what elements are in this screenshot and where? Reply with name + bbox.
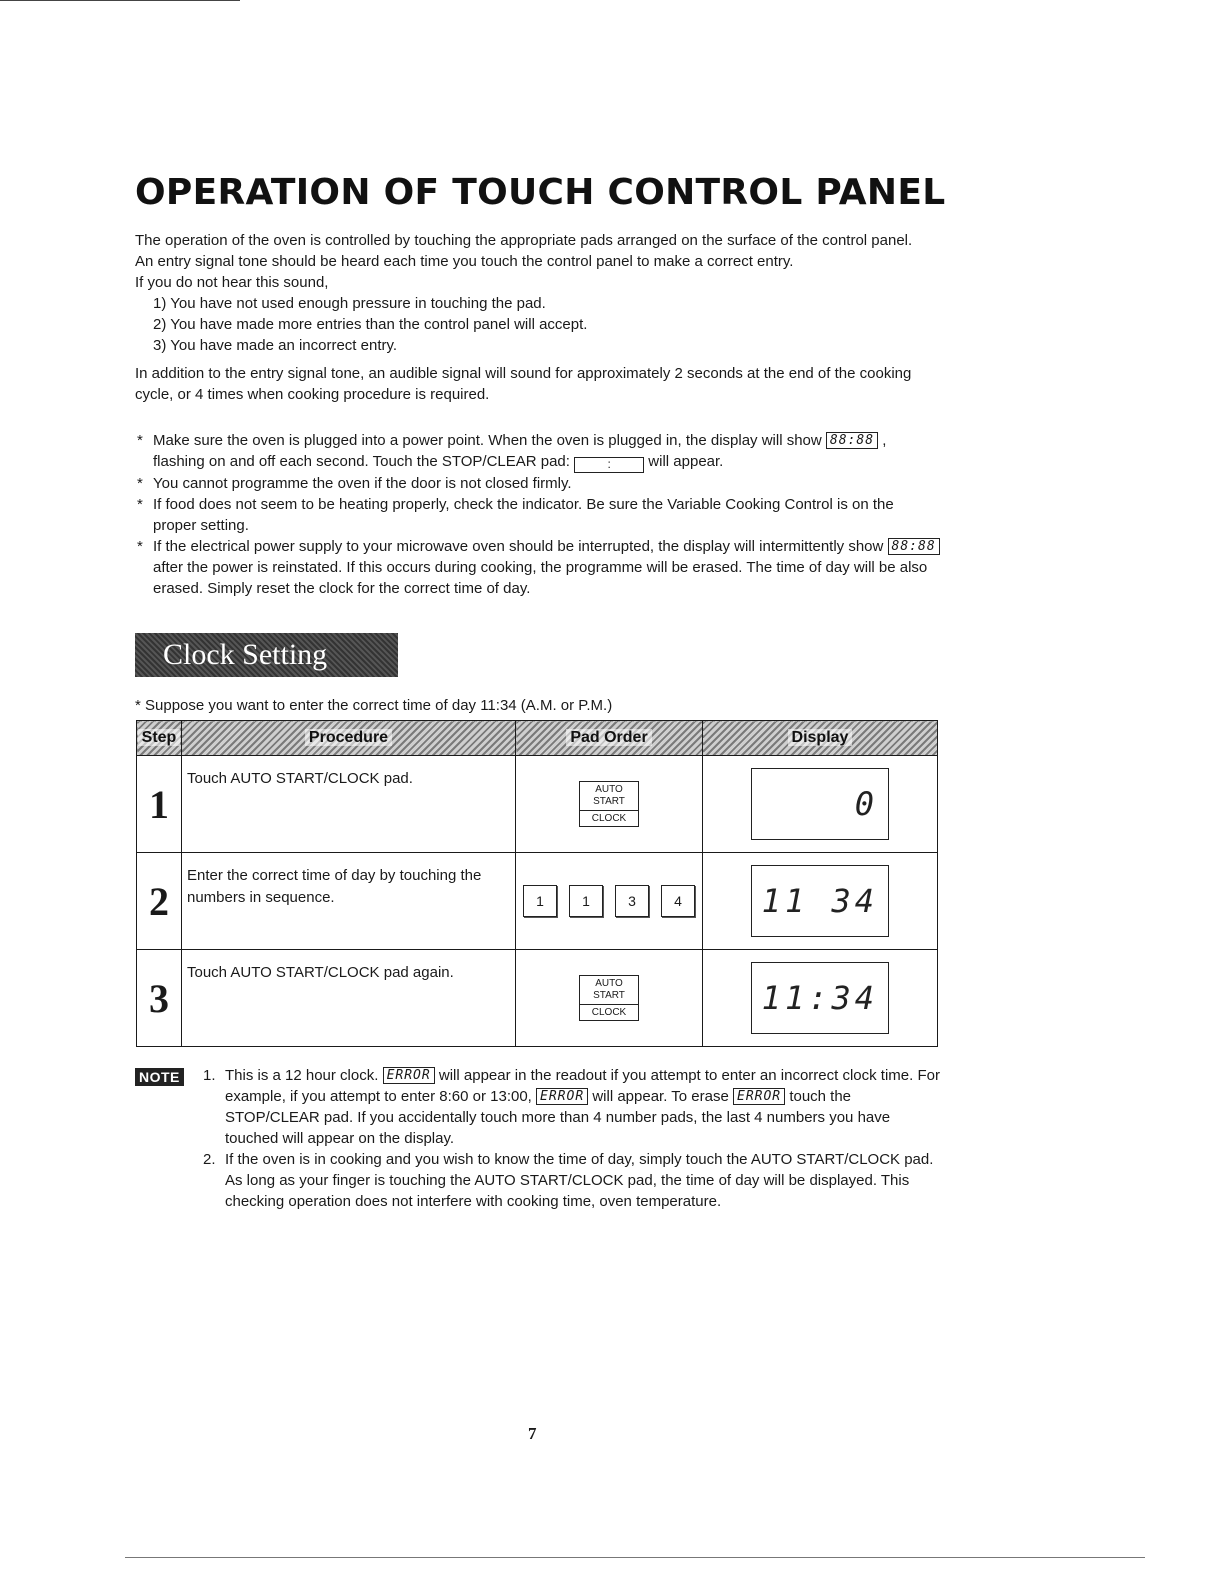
note-text: If the oven is in cooking and you wish to know the time of day, simply touch the AUTO START/CLOCK pad. As long as your finger is touching the AUTO START/CLOCK pad, the time of day will be displayed. This checking operation does not interfere with cooking time, oven temperature. — [225, 1151, 934, 1210]
blank-display-box: : — [574, 457, 644, 473]
intro-paragraph: If you do not hear this sound, — [135, 274, 329, 291]
table-row — [137, 950, 938, 1047]
procedure-text: Touch AUTO START/CLOCK pad again. — [187, 964, 454, 981]
pad-label: AUTO START — [580, 784, 638, 811]
display-cell — [703, 853, 938, 950]
lcd-readout: 11 34 — [751, 865, 889, 937]
note-item — [203, 1149, 940, 1212]
pad-label: AUTO START — [580, 978, 638, 1005]
header-label: Step — [138, 729, 181, 746]
bullet-item: * You cannot programme the oven if the door is not closed firmly. — [135, 473, 940, 494]
note-number: 1. — [203, 1067, 216, 1084]
bottom-rule — [125, 1557, 1145, 1558]
auto-start-clock-pad[interactable] — [579, 975, 639, 1021]
intro-text — [135, 230, 945, 405]
note-label: NOTE — [135, 1068, 184, 1086]
intro-paragraph: An entry signal tone should be heard each time you touch the control panel to make a correct entry. — [135, 253, 794, 270]
error-display: ERROR — [383, 1067, 435, 1084]
procedure-cell — [182, 950, 516, 1047]
procedure-cell — [182, 853, 516, 950]
clock-steps-table — [136, 720, 938, 1047]
note-list — [135, 1065, 940, 1212]
note-block — [135, 1065, 940, 1212]
bullet-text: will appear. — [648, 453, 724, 470]
number-pad-1[interactable]: 1 — [569, 885, 603, 917]
pad-order-cell — [516, 756, 703, 853]
procedure-cell — [182, 756, 516, 853]
table-row — [137, 756, 938, 853]
note-text: This is a 12 hour clock. — [225, 1067, 379, 1084]
pad-order-cell — [516, 853, 703, 950]
header-step — [137, 721, 182, 756]
display-cell — [703, 756, 938, 853]
step-number: 3 — [137, 950, 182, 1047]
bullet-text: If the electrical power supply to your microwave oven should be interrupted, the display will intermittently show — [153, 538, 884, 555]
lcd-readout: 11:34 — [751, 962, 889, 1034]
bullet-item: * If food does not seem to be heating properly, check the indicator. Be sure the Variable Cooking Control is on the proper setting. — [135, 494, 940, 536]
procedure-text: Touch AUTO START/CLOCK pad. — [187, 770, 413, 787]
number-pad-4[interactable]: 4 — [661, 885, 695, 917]
pad-order-cell — [516, 950, 703, 1047]
table-header-row — [137, 721, 938, 756]
bullet-list — [135, 430, 940, 599]
section-banner: Clock Setting — [135, 633, 398, 677]
bullet-item — [135, 430, 940, 473]
number-pad-1[interactable]: 1 — [523, 885, 557, 917]
example-text: * Suppose you want to enter the correct time of day 11:34 (A.M. or P.M.) — [135, 696, 935, 716]
note-number: 2. — [203, 1151, 216, 1168]
display-cell — [703, 950, 938, 1047]
auto-start-clock-pad[interactable] — [579, 781, 639, 827]
bullet-text: after the power is reinstated. If this occurs during cooking, the programme will be erased. The time of day will be also erased. Simply reset the clock for the correct time of day. — [153, 559, 928, 597]
error-display: ERROR — [536, 1088, 588, 1105]
table-row — [137, 853, 938, 950]
lcd-readout: 0 — [751, 768, 889, 840]
note-item — [203, 1065, 940, 1149]
header-procedure — [182, 721, 516, 756]
number-pad-3[interactable]: 3 — [615, 885, 649, 917]
number-pads — [523, 885, 695, 917]
inline-display: 88:88 — [826, 432, 878, 449]
note-text: will appear in the readout if you attempt to enter an incorrect clock time. For example, if you attempt to enter 8:60 or 13:00, — [225, 1067, 940, 1105]
pad-label: CLOCK — [591, 813, 627, 824]
bullet-text: , flashing on and off each second. Touch the STOP/CLEAR pad: — [153, 432, 887, 470]
intro-list-item: 2) You have made more entries than the control panel will accept. — [153, 316, 588, 333]
intro-list-item: 3) You have made an incorrect entry. — [153, 337, 398, 354]
header-pad-order — [516, 721, 703, 756]
pad-label: CLOCK — [591, 1007, 627, 1018]
bullet-text: Make sure the oven is plugged into a power point. When the oven is plugged in, the display will show — [153, 432, 822, 449]
header-label: Display — [788, 729, 853, 746]
error-display: ERROR — [733, 1088, 785, 1105]
page-title: OPERATION OF TOUCH CONTROL PANEL — [135, 172, 946, 213]
step-number: 2 — [137, 853, 182, 950]
bullet-item — [135, 536, 940, 599]
note-text: touch the STOP/CLEAR pad. If you accidentally touch more than 4 number pads, the last 4 numbers you have touched will appear on the display. — [225, 1088, 891, 1147]
page-number: 7 — [528, 1424, 537, 1443]
note-text: will appear. To erase — [592, 1088, 729, 1105]
intro-paragraph: In addition to the entry signal tone, an audible signal will sound for approximately 2 seconds at the end of the cooking cycle, or 4 times when cooking procedure is required. — [135, 365, 912, 403]
inline-display: 88:88 — [888, 538, 940, 555]
procedure-text: Enter the correct time of day by touching the numbers in sequence. — [187, 867, 482, 906]
top-rule — [0, 0, 240, 1]
header-display — [703, 721, 938, 756]
header-label: Pad Order — [566, 729, 651, 746]
header-label: Procedure — [305, 729, 392, 746]
intro-list-item: 1) You have not used enough pressure in touching the pad. — [153, 295, 546, 312]
step-number: 1 — [137, 756, 182, 853]
intro-paragraph: The operation of the oven is controlled by touching the appropriate pads arranged on the surface of the control panel. — [135, 232, 913, 249]
